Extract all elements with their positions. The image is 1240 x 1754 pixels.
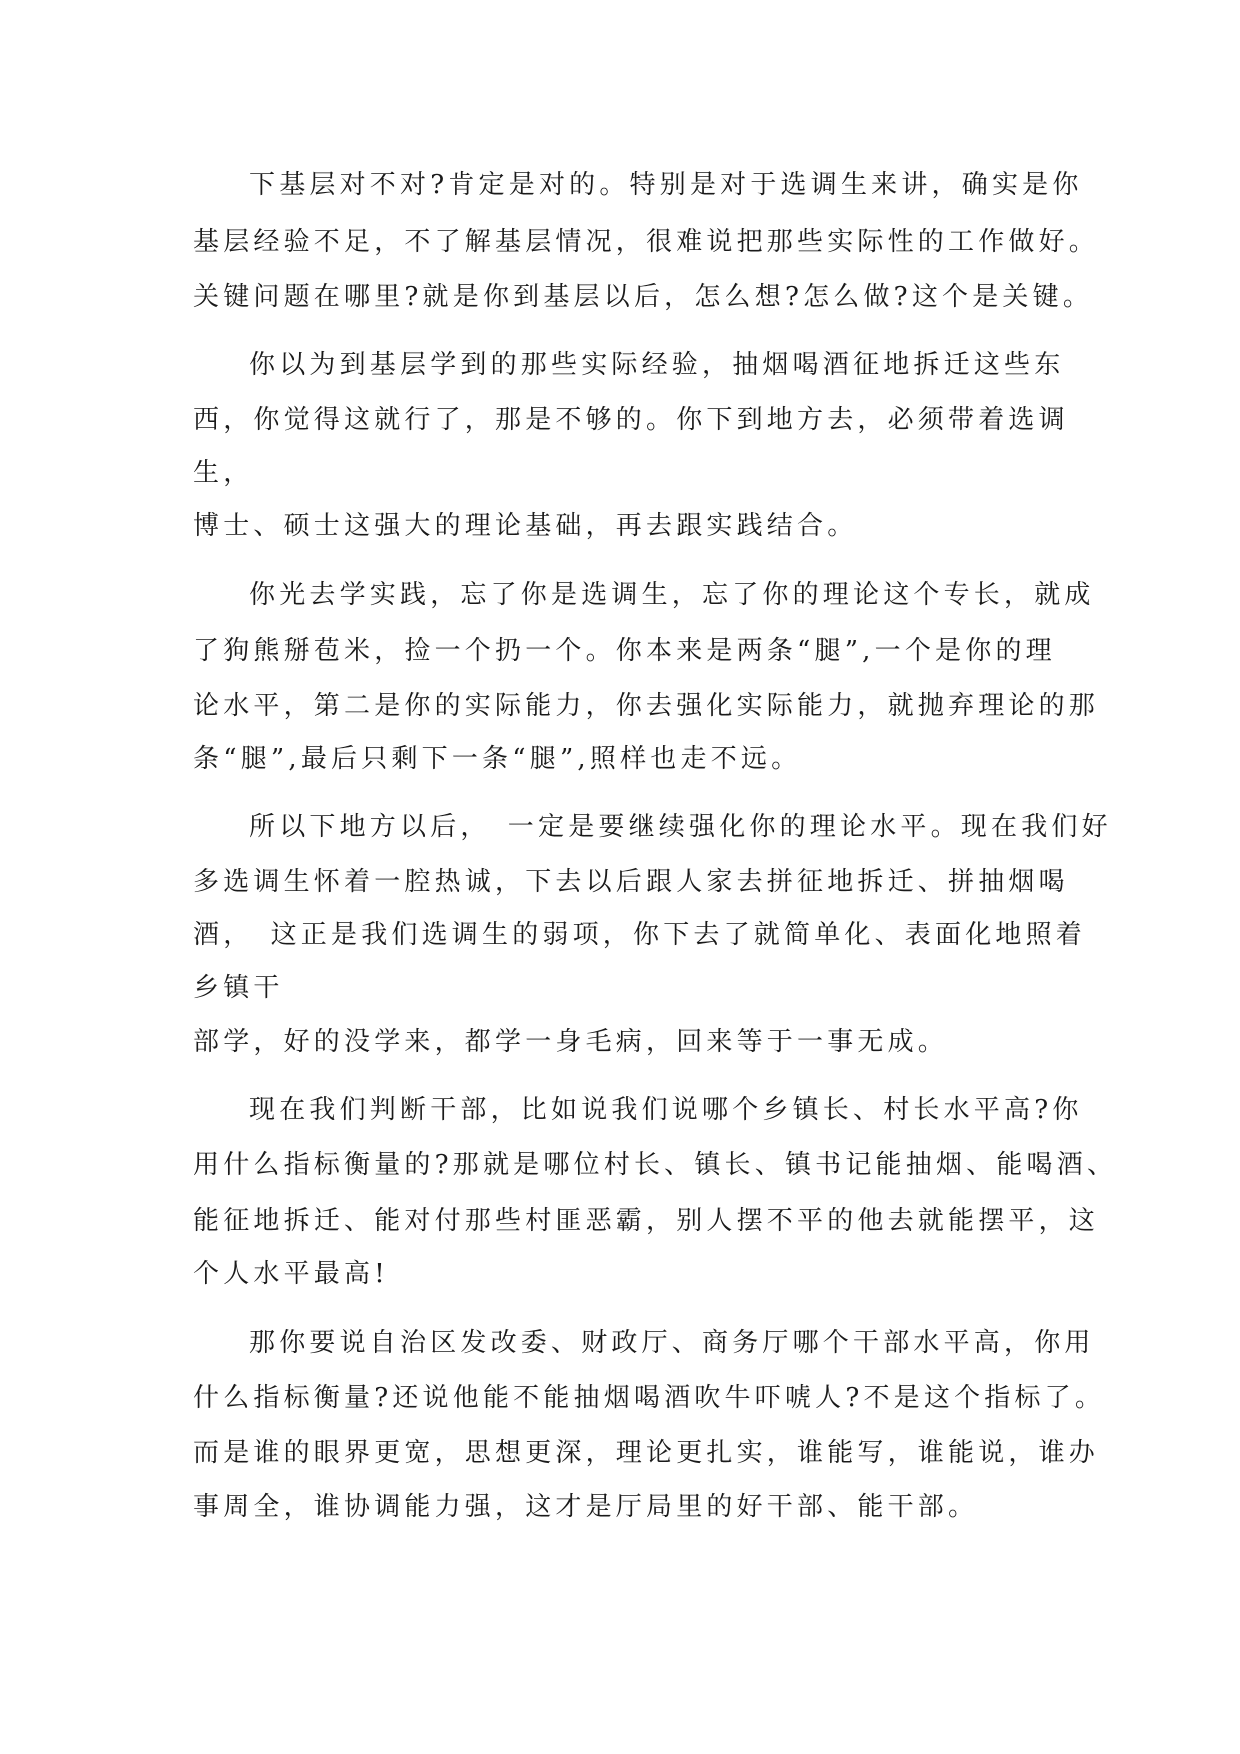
text-line: 什么指标衡量?还说他能不能抽烟喝酒吹牛吓唬人?不是这个指标了。 — [193, 1383, 1106, 1413]
text-line: 能征地拆迁、能对付那些村匪恶霸，别人摆不平的他去就能摆平，这 — [193, 1206, 1100, 1236]
text-line: 而是谁的眼界更宽，思想更深，理论更扎实，谁能写，谁能说，谁办 — [193, 1438, 1100, 1468]
text-line: 现在我们判断干部，比如说我们说哪个乡镇长、村长水平高?你 — [249, 1095, 1083, 1125]
text-line: 生， — [193, 458, 254, 488]
text-line: 部学，好的没学来，都学一身毛病，回来等于一事无成。 — [193, 1027, 949, 1057]
text-line: 所以下地方以后， 一定是要继续强化你的理论水平。现在我们好 — [249, 812, 1112, 842]
text-line: 你光去学实践，忘了你是选调生，忘了你的理论这个专长，就成 — [249, 580, 1095, 610]
text-line: 多选调生怀着一腔热诚，下去以后跟人家去拼征地拆迁、拼抽烟喝 — [193, 867, 1069, 897]
text-line: 酒， 这正是我们选调生的弱项，你下去了就简单化、表面化地照着 — [193, 920, 1087, 950]
text-line: 关键问题在哪里?就是你到基层以后，怎么想?怎么做?这个是关键。 — [193, 282, 1094, 312]
text-line: 下基层对不对?肯定是对的。特别是对于选调生来讲，确实是你 — [249, 170, 1083, 200]
text-line: 论水平，第二是你的实际能力，你去强化实际能力，就抛弃理论的那 — [193, 691, 1100, 721]
text-line: 博士、硕士这强大的理论基础，再去跟实践结合。 — [193, 511, 858, 541]
text-line: 条“腿”,最后只剩下一条“腿”,照样也走不远。 — [193, 744, 802, 774]
text-line: 基层经验不足，不了解基层情况，很难说把那些实际性的工作做好。 — [193, 227, 1100, 257]
text-line: 了狗熊掰苞米，捡一个扔一个。你本来是两条“腿”,一个是你的理 — [193, 636, 1056, 666]
text-line: 用什么指标衡量的?那就是哪位村长、镇长、镇书记能抽烟、能喝酒、 — [193, 1150, 1118, 1180]
text-line: 那你要说自治区发改委、财政厅、商务厅哪个干部水平高，你用 — [249, 1328, 1095, 1358]
text-line: 西，你觉得这就行了，那是不够的。你下到地方去，必须带着选调 — [193, 405, 1069, 435]
text-line: 个人水平最高! — [193, 1259, 389, 1289]
text-line: 事周全，谁协调能力强，这才是厅局里的好干部、能干部。 — [193, 1492, 979, 1522]
text-line: 你以为到基层学到的那些实际经验，抽烟喝酒征地拆迁这些东 — [249, 350, 1065, 380]
text-line: 乡镇干 — [193, 973, 284, 1003]
